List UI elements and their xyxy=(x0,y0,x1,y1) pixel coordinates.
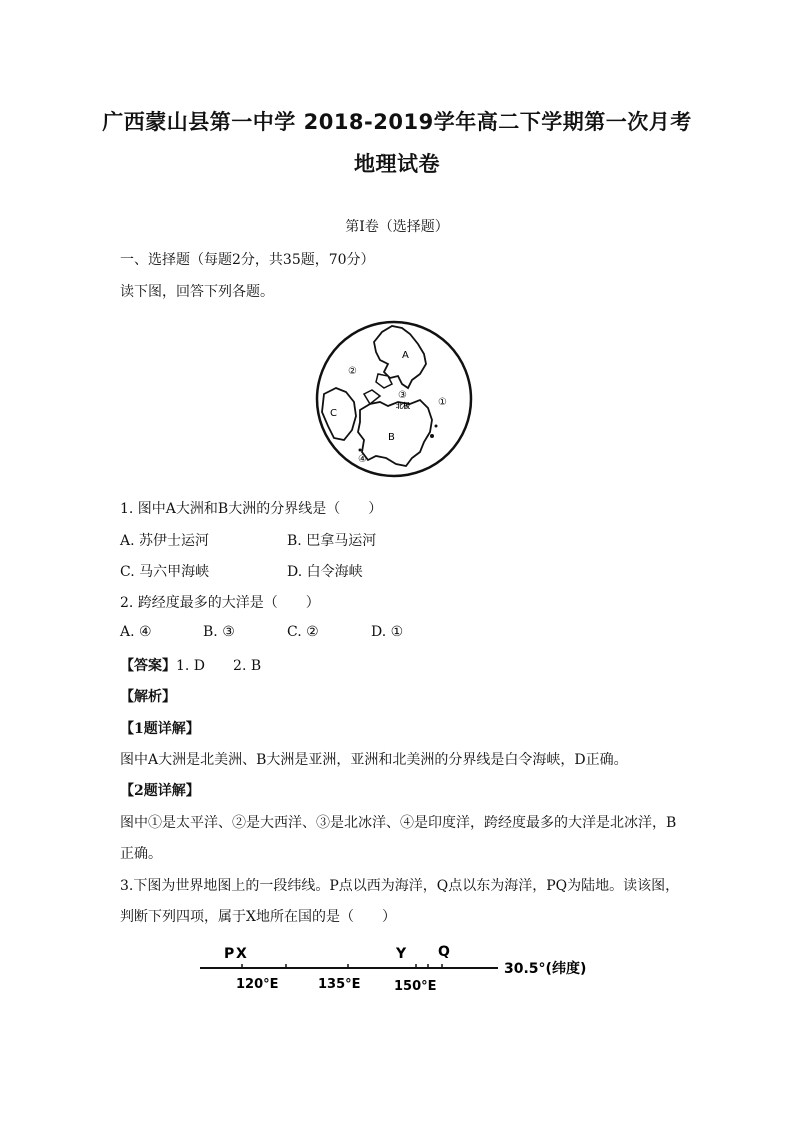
tick-label-120e: 120°E xyxy=(236,977,279,992)
section-heading: 第Ⅰ卷（选择题） xyxy=(345,219,449,235)
part-heading: 一、选择题（每题2分，共35题，70分） xyxy=(120,252,375,268)
island xyxy=(359,449,362,452)
polar-map-figure xyxy=(314,318,474,480)
latitude-line-figure xyxy=(196,936,606,998)
ocean-label-3: ③ xyxy=(398,390,407,401)
question-2-option-d[interactable]: D. ① xyxy=(371,624,404,640)
answer-label: 【答案】 xyxy=(120,658,176,674)
question-1-option-a[interactable]: A. 苏伊士运河 xyxy=(120,533,210,549)
intro-text: 读下图，回答下列各题。 xyxy=(120,284,274,300)
page-title: 广西蒙山县第一中学 2018-2019学年高二下学期第一次月考 xyxy=(102,110,692,134)
latitude-label: 30.5°(纬度) xyxy=(504,961,587,977)
map-label-c: C xyxy=(330,408,337,419)
ocean-label-2: ② xyxy=(348,366,357,377)
analysis-heading: 【解析】 xyxy=(120,689,176,705)
answer-text: 1. D 2. B xyxy=(176,658,262,674)
analysis-q2-text-line1: 图中①是太平洋、②是大西洋、③是北冰洋、④是印度洋，跨经度最多的大洋是北冰洋，B xyxy=(120,815,677,831)
map-label-b: B xyxy=(388,432,395,443)
question-2-option-a[interactable]: A. ④ xyxy=(120,624,152,640)
question-2-option-c[interactable]: C. ② xyxy=(287,624,319,640)
analysis-q1-heading: 【1题详解】 xyxy=(120,721,200,737)
ocean-label-4: ④ xyxy=(358,454,367,465)
page-subtitle: 地理试卷 xyxy=(354,152,440,176)
point-x: X xyxy=(236,946,247,962)
tick-label-135e: 135°E xyxy=(318,977,361,992)
question-1-stem: 1. 图中A大洲和B大洲的分界线是（ ） xyxy=(120,501,383,517)
question-2-option-b[interactable]: B. ③ xyxy=(203,624,235,640)
question-1-option-c[interactable]: C. 马六甲海峡 xyxy=(120,564,210,580)
point-q: Q xyxy=(438,944,450,960)
analysis-q1-text: 图中A大洲是北美洲、B大洲是亚洲，亚洲和北美洲的分界线是白令海峡，D正确。 xyxy=(120,752,628,768)
answer-line xyxy=(120,655,261,675)
point-p: P xyxy=(224,946,235,962)
map-label-north-pole: 北极 xyxy=(396,402,410,410)
question-2-stem: 2. 跨经度最多的大洋是（ ） xyxy=(120,595,320,611)
question-1-option-d[interactable]: D. 白令海峡 xyxy=(287,564,363,580)
analysis-q2-heading: 【2题详解】 xyxy=(120,783,200,799)
ocean-label-1: ① xyxy=(438,397,447,408)
island xyxy=(430,434,434,438)
question-3-stem-line1: 3.下图为世界地图上的一段纬线。P点以西为海洋，Q点以东为海洋，PQ为陆地。读该图， xyxy=(120,878,680,894)
tick-label-150e: 150°E xyxy=(394,979,437,994)
point-y: Y xyxy=(396,946,407,962)
question-1-option-b[interactable]: B. 巴拿马运河 xyxy=(287,533,377,549)
analysis-q2-text-line2: 正确。 xyxy=(120,846,162,862)
island xyxy=(435,425,438,428)
map-label-a: A xyxy=(402,350,409,361)
question-3-stem-line2: 判断下列四项，属于X地所在国的是（ ） xyxy=(120,909,396,925)
